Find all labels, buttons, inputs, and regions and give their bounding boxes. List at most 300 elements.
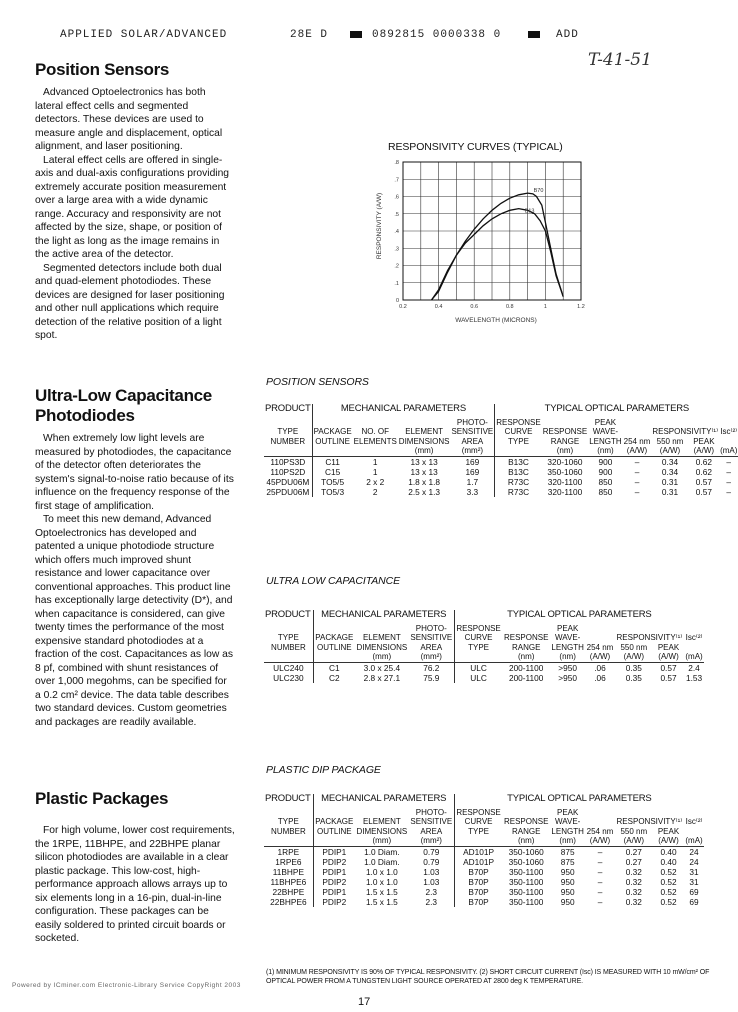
th-area-dip: AREA (420, 826, 443, 836)
table-cell: 0.27 (625, 846, 642, 857)
ultra-low-title-line2: Photodiodes (35, 406, 135, 425)
table-cell: 350-1100 (508, 866, 544, 877)
th-sensitive-ulc: SENSITIVE (410, 633, 453, 642)
th-nm-dip: (nm) (502, 836, 550, 846)
plastic-dip-table (264, 794, 704, 907)
table-row (264, 477, 738, 487)
th-mm2-dip: (mm²) (409, 836, 454, 846)
table-cell: – (597, 896, 603, 907)
table-cell: C1 (313, 662, 355, 673)
th-product-ulc: PRODUCT (265, 609, 311, 620)
th-nm-ulc: (nm) (502, 652, 550, 662)
table-cell: 110PS2D (270, 466, 306, 477)
table-cell: 1.8 x 1.8 (408, 476, 441, 487)
header-code: 28E D (290, 29, 329, 41)
th-aw-ulc: (A/W) (585, 652, 614, 662)
th-curve-dip: CURVE (454, 817, 502, 827)
y-tick-label: .5 (394, 211, 399, 218)
th-ma: (mA) (720, 446, 738, 455)
th-ma-ulc: (mA) (685, 652, 703, 661)
chart-title: RESPONSIVITY CURVES (TYPICAL) (388, 141, 563, 153)
th-isc-ulc: Isc⁽²⁾ (685, 633, 703, 642)
th-response2: RESPONSE (542, 427, 588, 436)
table-cell: – (634, 476, 640, 487)
th-product: PRODUCT (265, 403, 311, 414)
th-range-dip: RANGE (511, 826, 541, 836)
table-cell: PDIP1 (313, 867, 355, 877)
table-cell: 875 (560, 846, 575, 857)
table-cell: 0.31 (661, 486, 679, 497)
th-type-ulc: TYPE (277, 633, 299, 642)
table-cell: B13C (495, 456, 542, 467)
table-dip-title: PLASTIC DIP PACKAGE (266, 764, 381, 776)
th-254-dip: 254 nm (586, 826, 614, 836)
table-cell: 0.57 (695, 486, 712, 497)
th-aw3-dip: (A/W) (653, 836, 684, 846)
chart-y-label: RESPONSIVITY (A/W) (376, 192, 383, 260)
table-cell: 1.03 (423, 866, 440, 877)
th-area: AREA (461, 436, 484, 446)
table-cell: 900 (598, 466, 613, 477)
th-wave-ulc: WAVE- (554, 633, 581, 642)
table-cell: ULC230 (273, 672, 304, 683)
table-cell: 45PDU06M (266, 476, 310, 487)
table-cell: 0.32 (625, 886, 642, 897)
table-cell: 110PS3D (270, 456, 306, 467)
th-response2-ulc: RESPONSE (503, 633, 549, 642)
table-cell: 0.79 (423, 846, 440, 857)
th-curve-ulc: CURVE (454, 633, 502, 643)
th-length: LENGTH (589, 436, 622, 446)
table-pos-title: POSITION SENSORS (266, 376, 369, 388)
table-cell: 25PDU06M (266, 486, 310, 497)
table-cell: – (597, 846, 603, 857)
table-cell: 0.57 (660, 672, 677, 683)
table-ulc-title: ULTRA LOW CAPACITANCE (266, 575, 401, 587)
th-mm-dip: (mm) (355, 836, 409, 846)
table-cell: 350-1060 (508, 846, 544, 857)
table-cell: – (726, 486, 732, 497)
ultra-low-title (35, 386, 212, 426)
table-row (264, 877, 704, 887)
table-cell: C11 (312, 456, 353, 467)
table-cell: 1.53 (685, 672, 703, 683)
table-cell: PDIP2 (313, 877, 355, 887)
table-cell: 31 (689, 866, 699, 877)
position-sensors-p2: Lateral effect cells are offered in single-axis and dual-axis configurations providing extremely accurate position measurement over a large area with a wide dynamic range. Accuracy and responsivity are not affected by the size, shape, or position of the light as long as the image remains in the active area of the detector. (35, 154, 230, 260)
table-row (264, 456, 738, 467)
table-cell: ULC240 (273, 662, 304, 673)
table-cell: 0.27 (625, 856, 642, 867)
th-254: 254 nm (623, 436, 651, 446)
table-cell: 0.32 (625, 866, 642, 877)
scan-credit: Powered by ICminer.com Electronic-Library Service CopyRight 2003 (12, 982, 241, 989)
table-cell: TO5/5 (312, 477, 353, 487)
table-row (264, 897, 704, 907)
chart-x-label: WAVELENGTH (MICRONS) (455, 317, 537, 324)
table-cell: B70P (454, 887, 502, 897)
table-cell: 0.31 (661, 476, 679, 487)
y-tick-label: .8 (394, 160, 399, 166)
th-aw3: (A/W) (689, 446, 719, 456)
table-cell: 0.52 (660, 876, 677, 887)
table-cell: 0.34 (661, 456, 679, 467)
table-cell: 2.3 (425, 896, 438, 907)
table-cell: 22BHPE6 (270, 896, 307, 907)
table-cell: 900 (598, 456, 613, 467)
th-curve: CURVE (495, 427, 542, 437)
th-nm2-dip: (nm) (550, 836, 585, 846)
th-nm2-ulc: (nm) (550, 652, 585, 662)
th-550: 550 nm (656, 436, 684, 446)
th-550-ulc: 550 nm (620, 642, 648, 652)
table-cell: – (726, 476, 732, 487)
table-cell: 850 (598, 486, 613, 497)
table-cell: – (726, 456, 732, 467)
table-cell: 1.7 (466, 476, 479, 487)
y-tick-label: .4 (394, 229, 399, 235)
table-cell: 0.52 (660, 886, 677, 897)
th-dimensions-dip: DIMENSIONS (356, 826, 408, 836)
table-cell: – (597, 886, 603, 897)
chart-grid (403, 162, 581, 300)
th-type-dip: TYPE (277, 817, 299, 826)
th-element-dip: ELEMENT (362, 817, 401, 826)
th-aw2-ulc: (A/W) (615, 652, 653, 662)
th-isc-dip: Isc⁽²⁾ (685, 817, 703, 826)
table-cell: 0.62 (695, 466, 712, 477)
series-label: B70 (533, 188, 544, 195)
x-tick-label: 0.6 (470, 304, 479, 310)
table-cell: R73C (495, 477, 542, 487)
ultra-low-text (35, 432, 235, 729)
series-label: B13 (524, 208, 535, 215)
plastic-packages-text (35, 824, 235, 946)
th-sensitive-dip: SENSITIVE (410, 817, 453, 826)
th-isc: Isc⁽²⁾ (720, 427, 738, 436)
table-cell: 1.0 x 1.0 (365, 866, 398, 877)
table-row (264, 467, 738, 477)
th-photo-ulc: PHOTO- (415, 623, 447, 633)
th-peak2-ulc: PEAK (657, 642, 680, 652)
table-cell: B70P (454, 867, 502, 877)
table-cell: 13 x 13 (410, 466, 438, 477)
table-cell: 0.40 (660, 846, 677, 857)
x-tick-label: 0.4 (434, 304, 443, 310)
chart-y-ticks (394, 160, 399, 304)
table-cell: PDIP2 (313, 897, 355, 907)
th-response-ulc: RESPONSE (454, 624, 502, 634)
table-cell: 950 (560, 876, 575, 887)
y-tick-label: .1 (394, 280, 399, 287)
table-row (264, 857, 704, 867)
table-cell: 0.57 (660, 662, 677, 673)
th-photo: PHOTO- (456, 417, 488, 427)
table-cell: 169 (465, 466, 480, 477)
th-dimensions-ulc: DIMENSIONS (356, 642, 408, 652)
th-peak: PEAK (594, 417, 617, 427)
table-cell: 1RPE (277, 846, 300, 857)
table-cell: 24 (689, 846, 699, 857)
table-cell: 0.79 (423, 856, 440, 867)
plastic-packages-p1: For high volume, lower cost requirements, the 1RPE, 11BHPE, and 22BHPE planar silicon photodiodes are available in a clear plastic package. This low-cost, high-performance approach allows arrays up to six elements long in a 16-pin, dual-in-line configuration. These packages can be easily soldered to printed circuit boards or socketed. (35, 825, 235, 944)
table-cell: 69 (689, 896, 699, 907)
th-mm2: (mm²) (450, 446, 494, 456)
table-row (264, 487, 738, 497)
th-product-dip: PRODUCT (265, 793, 311, 804)
table-cell: 2.8 x 27.1 (363, 672, 401, 683)
th-550-dip: 550 nm (620, 826, 648, 836)
th-aw3-ulc: (A/W) (653, 652, 684, 662)
table-cell: 350-1100 (508, 886, 544, 897)
th-wave: WAVE- (592, 427, 619, 436)
th-number-ulc: NUMBER (271, 642, 306, 652)
table-cell: – (726, 466, 732, 477)
x-tick-label: 0.2 (399, 304, 407, 310)
th-range: RANGE (550, 436, 580, 446)
plastic-packages-title: Plastic Packages (35, 789, 169, 808)
th-number-dip: NUMBER (271, 826, 306, 836)
table-cell: 1.03 (423, 876, 440, 887)
table-row (264, 662, 704, 673)
th-opt-ulc: TYPICAL OPTICAL PARAMETERS (454, 610, 704, 624)
th-type: TYPE (277, 427, 299, 436)
y-tick-label: .3 (394, 246, 399, 253)
th-aw2-dip: (A/W) (615, 836, 653, 846)
table-cell: 350-1060 (547, 466, 583, 477)
th-element: ELEMENT (405, 427, 444, 436)
table-cell: ULC (454, 673, 502, 683)
table-cell: 950 (560, 886, 575, 897)
table-cell: – (597, 866, 603, 877)
th-range-ulc: RANGE (511, 642, 541, 652)
table-cell: 2.5 x 1.3 (408, 486, 441, 497)
x-tick-label: 1.2 (577, 304, 585, 310)
th-ma-dip: (mA) (685, 836, 703, 845)
th-opt-dip: TYPICAL OPTICAL PARAMETERS (454, 794, 704, 808)
table-cell: 0.52 (660, 896, 677, 907)
table-cell: – (634, 486, 640, 497)
th-mm-ulc: (mm) (355, 652, 409, 662)
th-peak2: PEAK (693, 436, 715, 446)
th-responsivity-ulc: RESPONSIVITY⁽¹⁾ (616, 633, 683, 642)
table-cell: 3.3 (466, 486, 479, 497)
table-cell: 1 (372, 466, 378, 477)
table-cell: 1RPE6 (275, 856, 302, 867)
header-bar-mark (350, 31, 362, 38)
table-cell: 875 (560, 856, 575, 867)
position-sensors-text (35, 86, 235, 343)
ultra-low-title-line1: Ultra-Low Capacitance (35, 386, 212, 405)
th-mm2-ulc: (mm²) (409, 652, 454, 662)
th-response-dip: RESPONSE (454, 808, 502, 818)
th-peak-dip: PEAK (556, 807, 579, 817)
table-cell: PDIP1 (313, 846, 355, 857)
table-cell: 0.57 (695, 476, 712, 487)
table-cell: B70P (454, 897, 502, 907)
table-cell: 0.35 (625, 672, 642, 683)
th-no-of: NO. OF (361, 427, 390, 436)
table-cell: 1.5 x 1.5 (365, 886, 398, 897)
th-area-ulc: AREA (420, 642, 443, 652)
table-cell: 320-1100 (547, 486, 583, 497)
table-cell: B70P (454, 877, 502, 887)
table-cell: 24 (689, 856, 699, 867)
table-cell: PDIP1 (313, 887, 355, 897)
table-cell: 2.4 (688, 662, 700, 673)
page-number: 17 (358, 996, 371, 1008)
table-cell: .06 (594, 662, 606, 673)
y-tick-label: .2 (394, 263, 399, 270)
series-line-b13 (432, 209, 564, 300)
table-cell: 350-1060 (508, 856, 544, 867)
table-cell: PDIP2 (313, 857, 355, 867)
th-length-ulc: LENGTH (551, 642, 584, 652)
table-row (264, 887, 704, 897)
table-cell: 350-1100 (508, 896, 544, 907)
th-response2-dip: RESPONSE (503, 817, 549, 826)
table-cell: 0.34 (661, 466, 679, 477)
th-length-dip: LENGTH (551, 826, 584, 836)
table-cell: – (597, 856, 603, 867)
th-aw: (A/W) (623, 446, 652, 456)
chart-x-ticks (399, 304, 585, 310)
table-cell: .06 (594, 672, 606, 683)
table-cell: 320-1060 (547, 456, 583, 467)
series-line-b70 (432, 193, 564, 300)
table-cell: AD101P (454, 857, 502, 867)
header-company: APPLIED SOLAR/ADVANCED (60, 29, 228, 41)
th-sensitive: SENSITIVE (451, 427, 494, 436)
table-cell: – (597, 876, 603, 887)
y-tick-label: .7 (394, 177, 399, 184)
th-nm: (nm) (542, 446, 588, 456)
th-type2-ulc: TYPE (454, 643, 502, 653)
table-cell: C15 (312, 467, 353, 477)
table-cell: 0.52 (660, 866, 677, 877)
table-cell: >950 (558, 662, 577, 673)
table-cell: 2.3 (425, 886, 438, 897)
x-tick-label: 0.8 (505, 304, 514, 310)
table-cell: 22BHPE (272, 886, 305, 897)
table-cell: 1.5 x 1.5 (365, 896, 398, 907)
th-wave-dip: WAVE- (554, 817, 581, 826)
ultra-low-p1: When extremely low light levels are measured by photodiodes, the capacitance of the detector often deteriorates the system's signal-to-noise ratio because of its influence on the frequency response of the first stage of amplification. (35, 433, 234, 512)
table-cell: 11BHPE6 (270, 876, 307, 887)
chart-curves (432, 193, 564, 300)
th-aw2: (A/W) (651, 446, 688, 456)
th-response: RESPONSE (496, 417, 541, 427)
th-package-dip: PACKAGE (315, 817, 354, 826)
position-sensors-table (264, 404, 738, 497)
table-cell: 1.0 Diam. (364, 856, 400, 867)
table-cell: 69 (689, 886, 699, 897)
table-cell: 320-1100 (547, 476, 583, 487)
th-package: PACKAGE (313, 427, 352, 436)
table-cell: ULC (454, 662, 502, 673)
th-dimensions: DIMENSIONS (398, 436, 450, 446)
table-cell: 2 x 2 (366, 476, 385, 487)
th-opt: TYPICAL OPTICAL PARAMETERS (495, 404, 738, 418)
th-responsivity-dip: RESPONSIVITY⁽¹⁾ (616, 817, 683, 826)
table-cell: 0.32 (625, 876, 642, 887)
y-tick-label: .6 (394, 194, 399, 201)
table-cell: >950 (558, 672, 577, 683)
position-sensors-p3: Segmented detectors include both dual and quad-element photodiodes. These devices are designed for laser positioning and other null applications which require detection of the relative position of a light spot. (35, 262, 225, 341)
ultra-low-table (264, 610, 704, 683)
x-tick-label: 1 (543, 304, 547, 310)
table-cell: 0.40 (660, 856, 677, 867)
handwritten-note: T-41-51 (588, 50, 652, 70)
position-sensors-title: Position Sensors (35, 60, 170, 79)
table-cell: 11BHPE (272, 866, 304, 877)
th-outline: OUTLINE (312, 437, 353, 447)
responsivity-chart (368, 156, 598, 326)
table-cell: 200-1100 (508, 662, 544, 673)
th-254-ulc: 254 nm (586, 642, 614, 652)
table-cell: 2 (372, 486, 378, 497)
table-row (264, 846, 704, 857)
th-mech-dip: MECHANICAL PARAMETERS (313, 794, 454, 808)
th-photo-dip: PHOTO- (415, 807, 447, 817)
ultra-low-p2: To meet this new demand, Advanced Optoelectronics has developed and patented a unique photodiode structure which offers much improved shunt resistance and lower capacitance over conventional approaches. This product line has exceptionally large detectivity (D*), and when capacitance is considered, can give twenty times the performance of the most expensive standard photodiodes at a fraction of the cost. Capacitances as low as 8 pf, combined with shunt resistances of over 1,000 megohms, can be specified for a 0.2 cm² device. The data table describes two standard devices. Custom geometries and packages are readily available. (35, 514, 234, 728)
table-cell: 31 (689, 876, 699, 887)
th-mech-ulc: MECHANICAL PARAMETERS (313, 610, 454, 624)
table-cell: 1.0 Diam. (364, 846, 400, 857)
table-cell: 3.0 x 25.4 (363, 662, 401, 673)
table-cell: 169 (465, 456, 480, 467)
th-mech: MECHANICAL PARAMETERS (312, 404, 495, 418)
th-peak2-dip: PEAK (657, 826, 680, 836)
table-row (264, 673, 704, 683)
th-elements: ELEMENTS (353, 436, 397, 446)
footnote: (1) MINIMUM RESPONSIVITY IS 90% OF TYPICAL RESPONSIVITY. (2) SHORT CIRCUIT CURRENT (Isc) IS MEASURED WITH 10 mW/cm² OF OPTICAL POWER FROM A TUNGSTEN LIGHT SOURCE OPERATED AT 2800 deg K TEMPERATURE. (266, 969, 710, 985)
table-cell: – (634, 466, 640, 477)
table-row (264, 867, 704, 877)
table-cell: 76.2 (423, 662, 440, 673)
th-aw-dip: (A/W) (585, 836, 614, 846)
table-cell: 0.32 (625, 896, 642, 907)
table-cell: 1 (372, 456, 378, 467)
table-cell: C2 (313, 673, 355, 683)
th-nm2: (nm) (588, 446, 622, 456)
table-cell: 350-1100 (508, 876, 544, 887)
table-cell: 0.62 (695, 456, 712, 467)
table-cell: 0.35 (625, 662, 642, 673)
table-cell: 950 (560, 896, 575, 907)
header-number: 0892815 0000338 0 (372, 29, 502, 41)
th-number: NUMBER (270, 436, 306, 446)
table-cell: 75.9 (423, 672, 440, 683)
th-responsivity: RESPONSIVITY⁽¹⁾ (652, 427, 719, 436)
table-cell: TO5/3 (312, 487, 353, 497)
position-sensors-p1: Advanced Optoelectronics has both lateral effect cells and segmented detectors. These devices are used to measure angle and displacement, optical alignment, and laser positioning. (35, 87, 223, 152)
th-outline-ulc: OUTLINE (313, 643, 355, 653)
th-mm: (mm) (398, 446, 451, 456)
th-outline-dip: OUTLINE (313, 827, 355, 837)
y-tick-label: 0 (395, 298, 399, 304)
th-type2: TYPE (495, 437, 542, 447)
table-cell: 1.0 x 1.0 (365, 876, 398, 887)
table-cell: AD101P (454, 846, 502, 857)
table-cell: 200-1100 (508, 672, 544, 683)
table-cell: 13 x 13 (410, 456, 438, 467)
header-suffix: ADD (556, 29, 579, 41)
th-peak-ulc: PEAK (556, 623, 579, 633)
header-bar-mark-2 (528, 31, 540, 38)
table-cell: – (634, 456, 640, 467)
table-cell: B13C (495, 467, 542, 477)
